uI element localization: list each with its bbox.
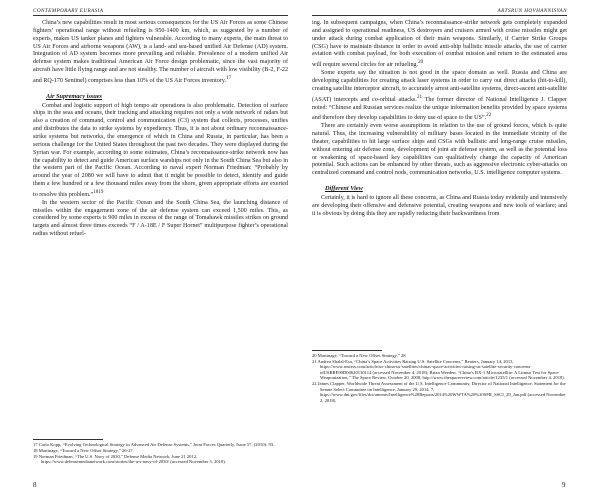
paragraph: Certainly, it is hard to ignore all these concerns, as China and Russia today evidently and intensively are developing their offensive and defensive potential, creating weapons and new tools of warfare; and it is obvious by doing this they are rapidly reducing their backwardness from — [312, 194, 567, 217]
paragraph: In the western sector of the Pacific Ocean and the South China Sea, the launching distance of missiles within the engagement zone of the air defense system can exceed 1,500 miles. This, as considered by some experts is 900 miles in excess of the range of Tomahawk missiles strikes on ground targets and almost three times exceeds “F / A-18E / F Super Hornet” multipurpose fighter’s operational radius without refuel- — [33, 199, 288, 238]
footnote: 21 Andrea Shalal-Esa, “China’s Space Activities Raising U.S. Satellite Concerns,” Reuters, January 14, 2013, https://www.reuters.com/article/us-china-us-satellites/chinas-space-activities-raising-us-satellite-security-concerns-idUSBRE90D00620130114 (accessed November 4, 2018); Brian Weeden, “China’s BX-1 Microsatellite: A Litmus Test for Space Weaponization,” The Space Review, October 20, 2008, http://www.thespacereview.com/article/1235/1 (accessed November 4, 2018). — [312, 358, 565, 380]
footnote: 17 Carlo Kopp, “Evolving Technological Strategy in Advanced Air Defense Systems,” Joint Forces Quarterly, Issue 57, (2010): 93. — [33, 441, 275, 447]
footnote-rule — [312, 350, 382, 351]
left-column — [33, 20, 288, 239]
footnote: 19 Norman Friedman, “The U.S. Navy of 2030,” Defense Media Network, June 21 2012, https://www.defensemedianetwork.com/stories/the-u-s-navy-of-2030/ (accessed November 5, 2018). — [33, 453, 226, 464]
footnote: 22 James Clapper, Worldwide Threat Assessment of the U.S. Intelligence Community, Director of National Intelligence, Statement for the Senate Select Committee on Intelligence, January 29, 2014, 7, https://www.dni.gov/files/documents/Intelligence%20Reports/2014%20WWTA%20%20SFR_SSCI_29_Jan.pdf (accessed November 2, 2018). — [312, 381, 566, 403]
paragraph: Some experts say the situation is not good in the space domain as well. Russia and China are developing capabilities for creating attack laser systems in order to carry out direct attacks (hit-to-kill), creating satellite interceptor aircraft, to accurately arrest anti-satellite systems, direct-ascent anti-satellite (ASAT) intercepts and co-orbital attacks.$^{21}$ The former director of National Intelligence J. Clapper noted: “Chinese and Russian services realize the unique information benefits provided by space systems and therefore they develop capabilities to deny use of space to the US”.$^{22}$ — [312, 70, 567, 122]
footnote-ref[interactable]: 21 — [416, 93, 423, 100]
footnote-ref[interactable]: 22 — [486, 112, 492, 119]
paragraph: China’s new capabilities result in most serious consequences for the US Air Forces as some Chinese fighters’ operational range without refueling is 950-1400 km, which, as suggested by a number of experts, makes US tanker planes and fighters vulnerable. According to many experts, the main threat to US Air Forces and airborne weapons (AW), is a land- and sea-based unified Air Defense (AD) system. Integration of AD system becomes more prevailing and reliable. Prevalence of a modern unified Air defense system makes traditional American Air Force design problematic, since the vast majority of aircraft have little flying range and are not stealthy. The number of aircraft with low visibility (B-2, F-22 and RQ-170 Sentinel) comprises less than 10% of the US Air Forces inventory.$^{17}$ — [33, 20, 288, 84]
footnotes-left — [33, 439, 288, 465]
footnote: 18 Martinage, “Toward a New Offset Strategy,” 26-27. — [33, 447, 134, 453]
running-header-right: ARTSRUN HOVHANNISYAN — [497, 8, 567, 14]
footnote-ref[interactable]: 20 — [418, 59, 424, 66]
page-number-left: 8 — [33, 481, 37, 489]
paragraph: Combat and logistic support of high tempo air operations is also problematic. Detection of surface ships in the seas and oceans, their tracking and attacking requires not only a wide network of radars but also a creation of command, control and communication (C3) system that collects, processes, unifies and distributes the data to strike systems by expediency. Thus, it is not about ordinary reconnaissance-strike systems but networks, the emergence of which in China and Russia, in particular, has been a serious challenge for the United States throughout the past two decades. They were displayed during the Syrian war. For example, according to some estimates, China’s reconnaissance-strike network now has the capability to detect and guide American surface warships not only in the South China Sea but also in the western part of the Pacific Ocean. According to naval expert Norman Friedman: “Probably by around the year of 2080 we will have to admit that it might be possible to detect, identify and guide them a few hundred or a few thousand miles away from the shore, given appropriate efforts are exerted to resolve this problem.”$^{1819}$ — [33, 102, 288, 198]
footnote-ref[interactable]: 18 — [93, 188, 99, 195]
paragraph: ing. In subsequent campaigns, when China’s reconnaissance-strike network gets completely expanded and assigned to operational readiness, US destroyers and cruisers armed with cruise missiles might get under attack during combat application of their main weapons. Similarly, if Carrier Strike Groups (CSG) have to maintain distance in order to avoid anti-ship ballistic missile attacks, the use of carrier aviation with combat payload, for both execution of combat mission and return to the estimated area will require several circles for air refueling.$^{20}$ — [312, 20, 567, 69]
running-header-left: CONTEMPORARY EURASIA — [33, 8, 104, 14]
section-heading: Different View — [325, 185, 363, 193]
paragraph: There are certainly even worse assumptions in relation to the use of ground forces, which is quite natural. Thus, the increasing vulnerability of military bases located in the immediate vicinity of the theater, capabilities to hit large surface ships and CSGs with ballistic and long-range cruise missiles, without entering air defense zone, development of joint air defense system, as well as the potential loss or weakening of space-based key capabilities can qualitatively change the capacity of American potential. Such actions can be enhanced by other threats, such as aggressive electronic cyber-attacks on centralized command and control nods, communication networks, U.S. intelligence computer systems. — [312, 123, 567, 177]
header-rule-right — [312, 15, 567, 16]
footnote-ref[interactable]: 19 — [98, 188, 104, 195]
footnote-rule — [33, 439, 103, 440]
right-column — [312, 20, 567, 219]
footnote-ref[interactable]: 17 — [226, 74, 232, 81]
footnotes-right — [312, 350, 567, 404]
page-number-right: 9 — [562, 481, 566, 489]
footnote: 20 Martinage, “Toward a New Offset Strategy,” 28. — [312, 352, 407, 358]
header-rule-left — [33, 15, 288, 16]
section-heading: Air Supremacy issues — [46, 92, 102, 100]
